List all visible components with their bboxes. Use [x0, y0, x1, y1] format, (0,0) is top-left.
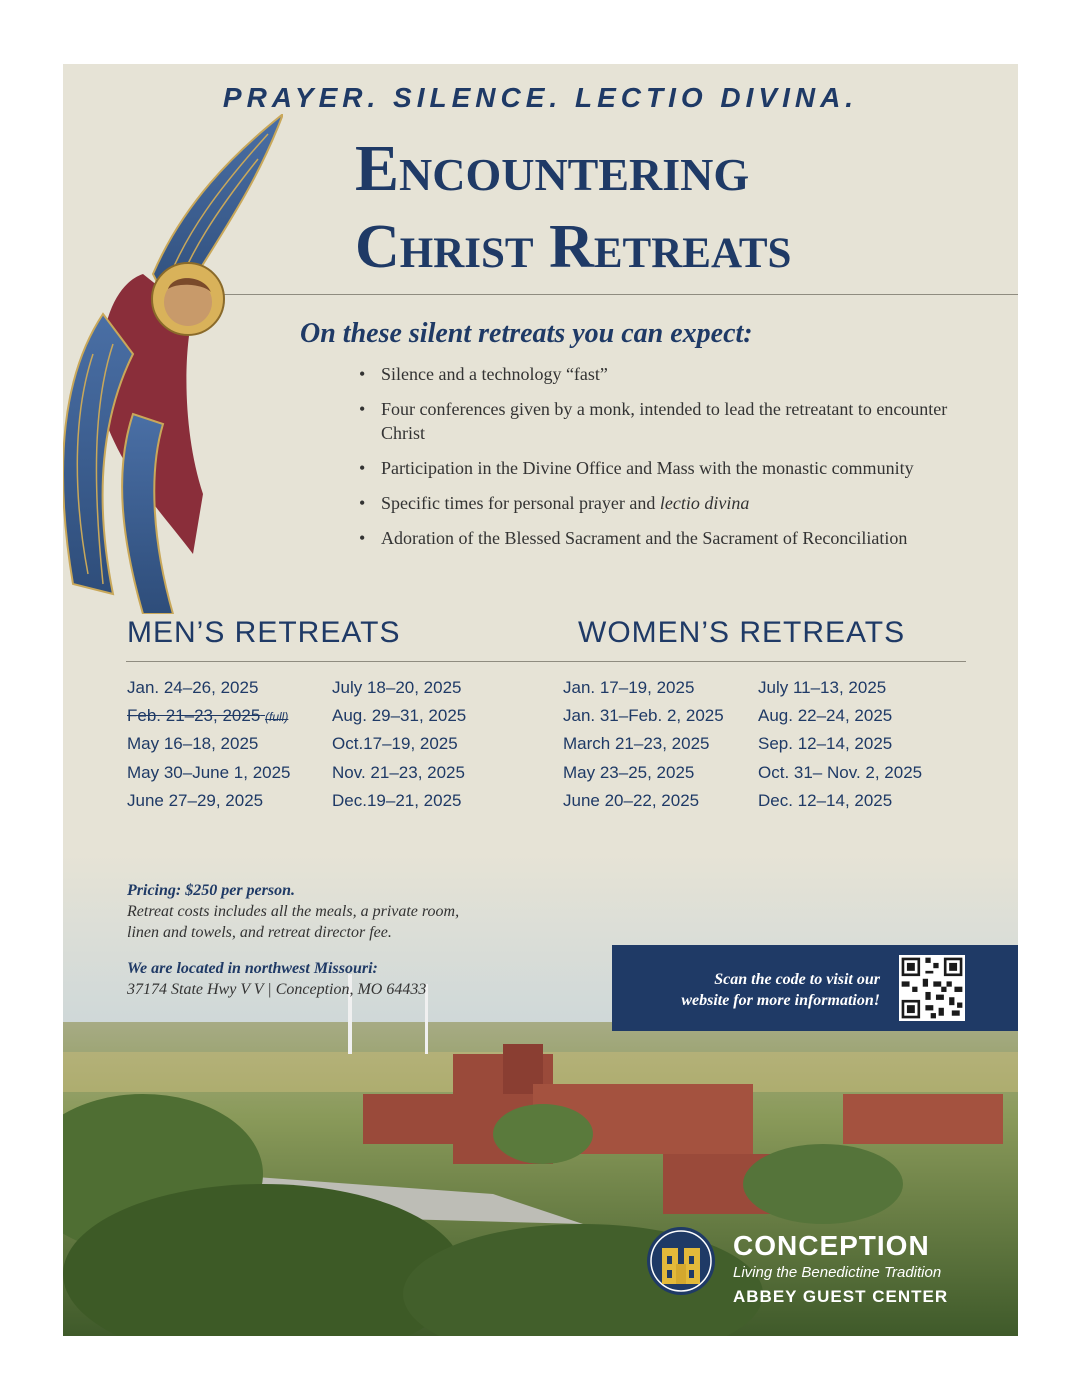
header-divider: [223, 294, 1018, 295]
date-item: June 27–29, 2025: [127, 790, 264, 810]
expect-list: [359, 362, 959, 561]
list-item: • Four conferences given by a monk, intended to lead the retreatant to encounter Christ: [359, 397, 959, 445]
date-item-text: Feb. 21–23, 2025: [127, 706, 261, 726]
full-note: (full): [265, 710, 289, 725]
date-item: March 21–23, 2025: [563, 734, 710, 754]
pricing-block: [127, 880, 459, 943]
qr-text-line-1: Scan the code to visit our: [714, 971, 880, 988]
mens-dates-col-1: [127, 674, 291, 815]
logo-name: CONCEPTION: [733, 1230, 930, 1261]
date-item: July 11–13, 2025: [758, 678, 887, 697]
list-item: [359, 491, 959, 515]
womens-dates-col-2: [758, 674, 922, 815]
womens-dates-col-1: [563, 674, 724, 815]
date-item: May 16–18, 2025: [127, 734, 259, 754]
pricing-line-1: Retreat costs includes all the meals, a private room,: [127, 903, 460, 920]
date-item: Oct. 31– Nov. 2, 2025: [758, 762, 923, 782]
abbey-logo-icon: [646, 1226, 716, 1296]
logo-tagline: Living the Benedictine Tradition: [733, 1264, 942, 1281]
pricing-heading: Pricing: $250 per person.: [127, 882, 295, 899]
title-line-1: Encountering: [355, 132, 750, 205]
retreat-poster: [63, 64, 1018, 1336]
qr-code[interactable]: [899, 955, 965, 1021]
date-item: Jan. 31–Feb. 2, 2025: [563, 706, 724, 726]
qr-panel: [612, 945, 1018, 1031]
list-item: • Silence and a technology “fast”: [359, 362, 959, 386]
date-item-full: [127, 702, 291, 730]
retreats-divider: [126, 661, 966, 662]
date-item: Oct.17–19, 2025: [332, 734, 458, 754]
date-item: Aug. 22–24, 2025: [758, 706, 893, 726]
mens-dates-col-2: [332, 674, 466, 815]
qr-text-line-2: website for more information!: [681, 992, 880, 1009]
tagline: PRAYER. SILENCE. LECTIO DIVINA.: [222, 82, 859, 113]
location-block: [127, 958, 426, 1000]
list-item: • Adoration of the Blessed Sacrament and the Sacrament of Reconciliation: [359, 526, 959, 550]
date-item: Dec.19–21, 2025: [332, 790, 462, 810]
date-item: Nov. 21–23, 2025: [332, 762, 465, 782]
date-item: Sep. 12–14, 2025: [758, 734, 893, 754]
date-item: May 23–25, 2025: [563, 762, 695, 782]
date-item: May 30–June 1, 2025: [127, 762, 291, 782]
womens-retreats-heading: WOMEN’S RETREATS: [578, 616, 906, 649]
logo-subtitle: ABBEY GUEST CENTER: [733, 1287, 949, 1306]
angel-illustration: [63, 114, 283, 614]
qr-instructions: [681, 969, 880, 1011]
list-item-italic: lectio divina: [659, 493, 750, 513]
title-line-2: Christ Retreats: [355, 213, 792, 281]
location-heading: We are located in northwest Missouri:: [127, 960, 378, 977]
date-item: July 18–20, 2025: [332, 678, 462, 697]
list-item-text: Specific times for personal prayer and: [381, 493, 660, 513]
mens-retreats-heading: MEN’S RETREATS: [127, 616, 401, 649]
expect-heading: On these silent retreats you can expect:: [300, 318, 753, 349]
date-item: Aug. 29–31, 2025: [332, 706, 467, 726]
location-address: 37174 State Hwy V V | Conception, MO 64433: [127, 981, 427, 998]
date-item: Jan. 24–26, 2025: [127, 678, 259, 697]
date-item: June 20–22, 2025: [563, 790, 700, 810]
list-item: • Participation in the Divine Office and Mass with the monastic community: [359, 456, 959, 480]
pricing-line-2: linen and towels, and retreat director fee.: [127, 924, 392, 941]
date-item: Dec. 12–14, 2025: [758, 790, 893, 810]
date-item: Jan. 17–19, 2025: [563, 678, 695, 697]
